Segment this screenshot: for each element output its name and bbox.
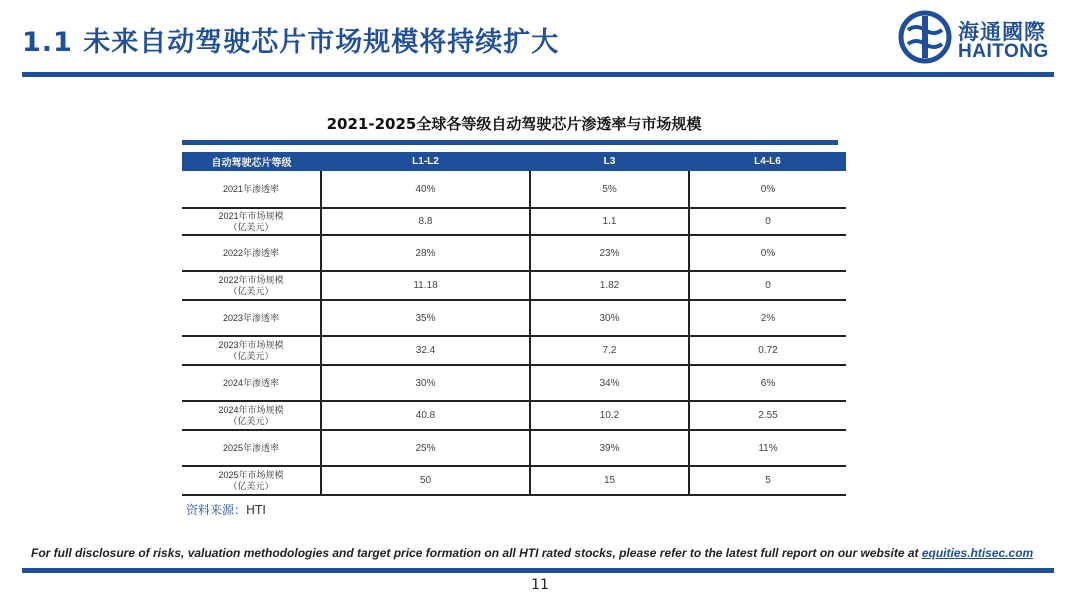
table-cell: 39% xyxy=(530,430,689,466)
disclaimer xyxy=(31,546,1033,560)
logo-text-en: HAITONG xyxy=(958,41,1049,62)
column-header: L3 xyxy=(530,152,689,171)
table-cell: 1.82 xyxy=(530,271,689,300)
table-cell: 50 xyxy=(321,466,530,495)
table-cell: 30% xyxy=(530,300,689,336)
table-row xyxy=(182,466,846,495)
table-cell: 8.8 xyxy=(321,208,530,235)
row-label: 2025年渗透率 xyxy=(182,430,321,466)
table-cell: 40% xyxy=(321,171,530,208)
table-cell: 5% xyxy=(530,171,689,208)
source-value: HTI xyxy=(246,503,266,517)
logo-text-cn: 海通國際 xyxy=(958,20,1046,44)
table-cell: 34% xyxy=(530,365,689,401)
table-row xyxy=(182,336,846,365)
table-row xyxy=(182,365,846,401)
table-cell: 28% xyxy=(321,235,530,271)
table-cell: 15 xyxy=(530,466,689,495)
table-cell: 23% xyxy=(530,235,689,271)
page-number: 11 xyxy=(531,577,549,593)
table-cell: 10.2 xyxy=(530,401,689,430)
table-cell: 35% xyxy=(321,300,530,336)
column-header: L1-L2 xyxy=(321,152,530,171)
row-label: 2021年市场规模 （亿美元） xyxy=(182,208,321,235)
table-cell: 30% xyxy=(321,365,530,401)
row-label: 2024年市场规模 （亿美元） xyxy=(182,401,321,430)
disclaimer-text: For full disclosure of risks, valuation methodologies and target price formation on all HTI rated stocks, please refer to the latest full report on our website at xyxy=(31,546,922,560)
row-label: 2021年渗透率 xyxy=(182,171,321,208)
table-cell: 11.18 xyxy=(321,271,530,300)
row-label: 2023年市场规模 （亿美元） xyxy=(182,336,321,365)
table-cell: 40.8 xyxy=(321,401,530,430)
slide-title: 1.1 未来自动驾驶芯片市场规模将持续扩大 xyxy=(22,27,560,58)
table-row xyxy=(182,300,846,336)
table-row xyxy=(182,430,846,466)
table-cell: 2.55 xyxy=(689,401,846,430)
column-header: L4-L6 xyxy=(689,152,846,171)
table-cell: 2% xyxy=(689,300,846,336)
table-cell: 1.1 xyxy=(530,208,689,235)
row-label: 2024年渗透率 xyxy=(182,365,321,401)
table-row xyxy=(182,271,846,300)
table-cell: 0 xyxy=(689,271,846,300)
table-header-row xyxy=(182,152,846,171)
table-cell: 5 xyxy=(689,466,846,495)
row-label: 2022年市场规模 （亿美元） xyxy=(182,271,321,300)
title-divider xyxy=(22,72,1054,77)
haitong-logo xyxy=(898,10,1058,64)
haitong-logo-icon xyxy=(898,10,952,64)
table-row xyxy=(182,171,846,208)
table-title: 2021-2025全球各等级自动驾驶芯片渗透率与市场规模 xyxy=(326,115,702,133)
table-title-divider xyxy=(182,140,838,145)
table-cell: 0% xyxy=(689,235,846,271)
row-label: 2025年市场规模 （亿美元） xyxy=(182,466,321,495)
table-row xyxy=(182,401,846,430)
table-row xyxy=(182,235,846,271)
table-cell: 25% xyxy=(321,430,530,466)
website-link[interactable]: equities.htisec.com xyxy=(921,546,1034,560)
table-cell: 32.4 xyxy=(321,336,530,365)
column-header: 自动驾驶芯片等级 xyxy=(182,152,321,171)
footer-divider xyxy=(22,568,1054,573)
table-cell: 6% xyxy=(689,365,846,401)
row-label: 2022年渗透率 xyxy=(182,235,321,271)
source-label: 资料来源： xyxy=(186,503,247,517)
table-cell: 11% xyxy=(689,430,846,466)
source-note xyxy=(186,501,266,518)
table-cell: 7.2 xyxy=(530,336,689,365)
chip-market-table xyxy=(182,152,846,496)
table-cell: 0.72 xyxy=(689,336,846,365)
table-cell: 0 xyxy=(689,208,846,235)
table-cell: 0% xyxy=(689,171,846,208)
row-label: 2023年渗透率 xyxy=(182,300,321,336)
table-row xyxy=(182,208,846,235)
